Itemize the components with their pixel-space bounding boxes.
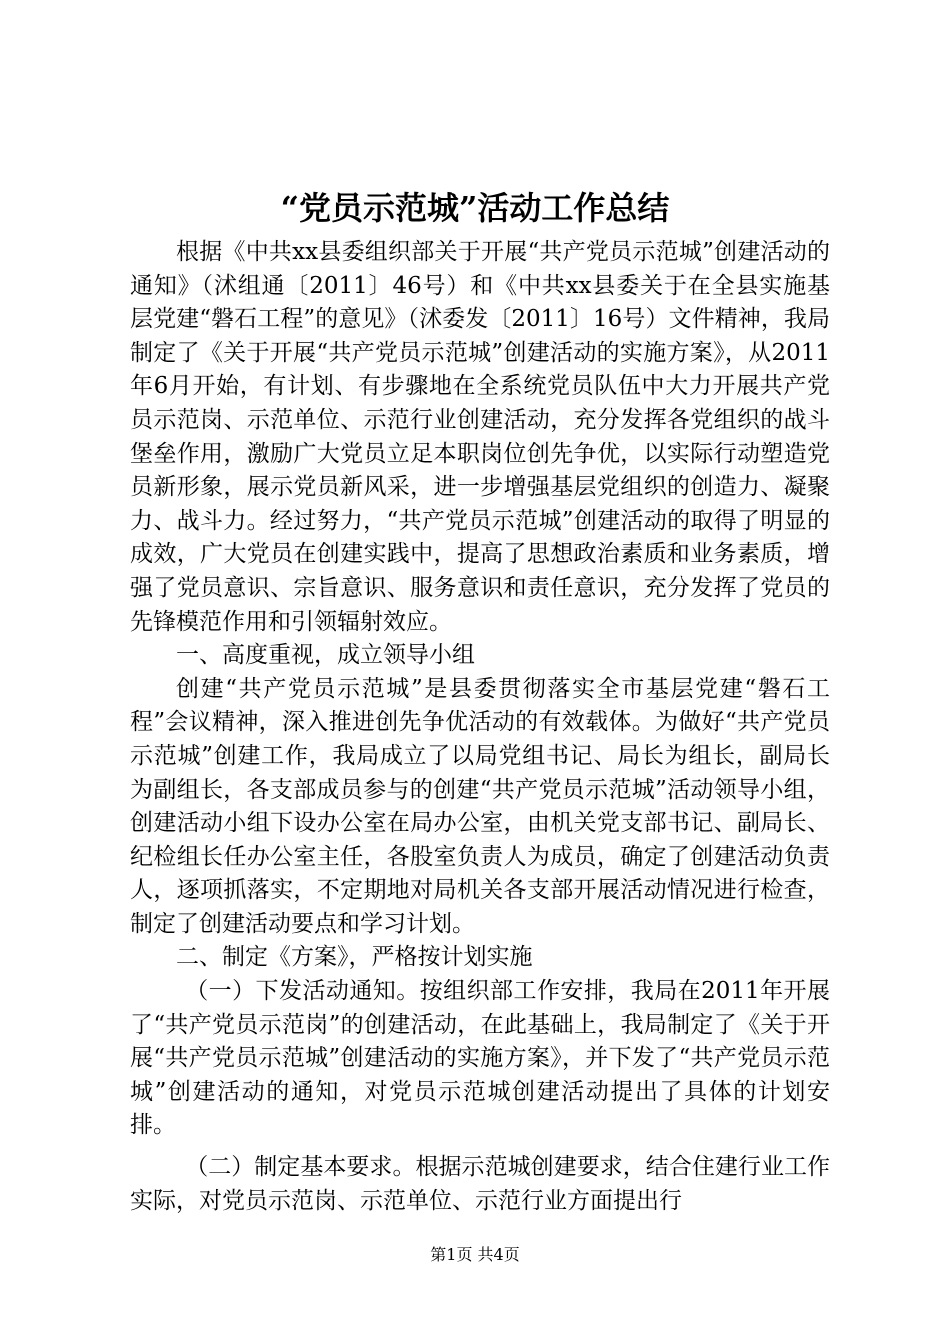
document-title: “党员示范城”活动工作总结 bbox=[280, 189, 670, 227]
paragraph-intro: 根据《中共xx县委组织部关于开展“共产党员示范城”创建活动的通知》（沭组通〔2011〕46号）和《中共xx县委关于在全县实施基层党建“磐石工程”的意见》（沭委发〔2011〕16号）文件精神，我局制定了《关于开展“共产党员示范城”创建活动的实施方案》，从2011年6月开始，有计划、有步骤地在全系统党员队伍中大力开展共产党员示范岗、示范单位、示范行业创建活动，充分发挥各党组织的战斗堡垒作用，激励广大党员立足本职岗位创先争优，以实际行动塑造党员新形象，展示党员新风采，进一步增强基层党组织的创造力、凝聚力、战斗力。经过努力，“共产党员示范城”创建活动的取得了明显的成效，广大党员在创建实践中，提高了思想政治素质和业务素质，增强了党员意识、宗旨意识、服务意识和责任意识，充分发挥了党员的先锋模范作用和引领辐射效应。 bbox=[130, 239, 830, 635]
paragraph-subsection-2: （二）制定基本要求。根据示范城创建要求，结合住建行业工作实际，对党员示范岗、示范单位、示范行业方面提出行 bbox=[130, 1154, 830, 1214]
paragraph-subsection-1: （一）下发活动通知。按组织部工作安排，我局在2011年开展了“共产党员示范岗”的创建活动，在此基础上，我局制定了《关于开展“共产党员示范城”创建活动的实施方案》，并下发了“共产党员示范城”创建活动的通知，对党员示范城创建活动提出了具体的计划安排。 bbox=[130, 978, 830, 1139]
section-heading-2: 二、制定《方案》，严格按计划实施 bbox=[176, 944, 533, 971]
page-number-footer: 第1页 共4页 bbox=[430, 1245, 520, 1264]
section-heading-1: 一、高度重视，成立领导小组 bbox=[176, 642, 475, 669]
paragraph-section-1: 创建“共产党员示范城”是县委贯彻落实全市基层党建“磐石工程”会议精神，深入推进创先争优活动的有效载体。为做好“共产党员示范城”创建工作，我局成立了以局党组书记、局长为组长，副局长为副组长，各支部成员参与的创建“共产党员示范城”活动领导小组，创建活动小组下设办公室在局办公室，由机关党支部书记、副局长、纪检组长任办公室主任，各股室负责人为成员，确定了创建活动负责人，逐项抓落实，不定期地对局机关各支部开展活动情况进行检查，制定了创建活动要点和学习计划。 bbox=[130, 675, 830, 937]
document-body bbox=[130, 236, 830, 1218]
